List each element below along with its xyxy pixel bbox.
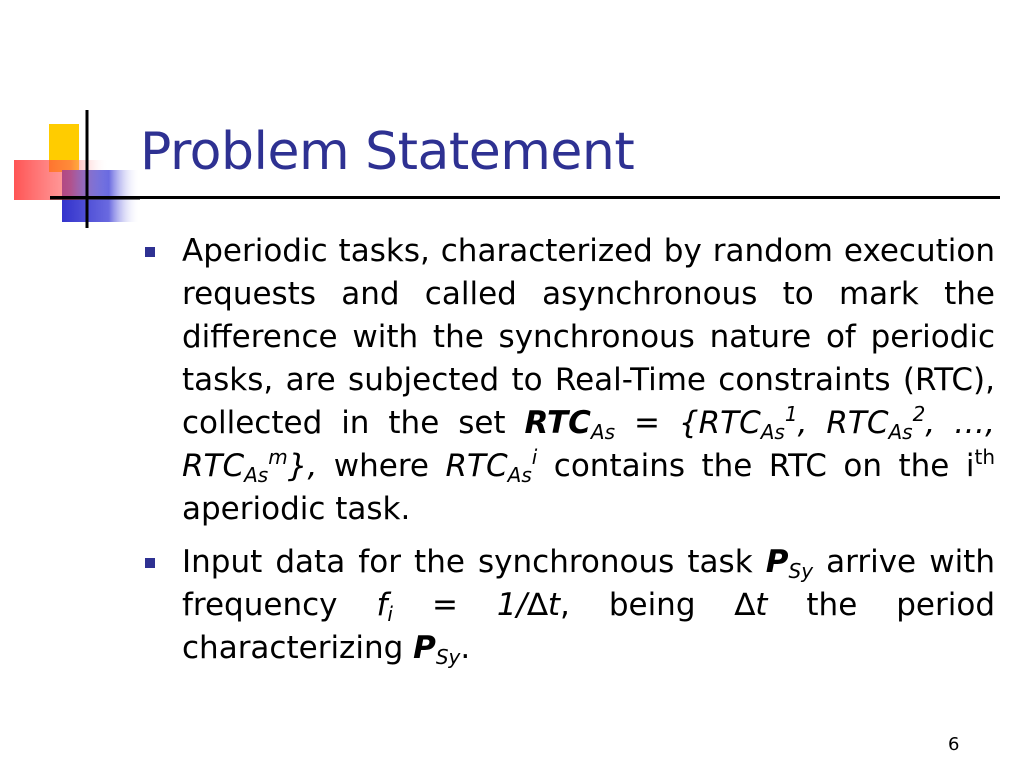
bullet-list — [145, 230, 995, 670]
where-clause: where $RTC_{As}^i$ contains the RTC on the $i^{th}$ — [333, 445, 996, 487]
bullet-text: Input data for the synchronous task $P_{Sy}$ arrive with frequency $f_i = 1/\Delta t$, being ∆t the period characterizing $P_{Sy}$. — [182, 544, 996, 669]
bullet-text: Aperiodic tasks, characterized by random execution requests and called asynchronous to mark the difference with the synchronous nature of periodic tasks, are subjected to Real-Time constraints (RTC), collected in the set — [182, 233, 995, 441]
title-divider — [50, 196, 1000, 199]
slide-decoration — [0, 0, 150, 240]
bullet-text-tail: aperiodic task. — [182, 491, 411, 527]
bullet-marker-icon — [145, 558, 155, 568]
bullet-item-input-data — [145, 541, 995, 670]
page-number: 6 — [948, 734, 960, 755]
bullet-marker-icon — [145, 247, 155, 257]
slide-title: Problem Statement — [140, 122, 635, 182]
rtc-set-expression: $RTC_{As} = \{RTC_{As}^1$, $RTC_{As}^2$, …, $RTC_{As}^m$}, — [182, 402, 995, 487]
bullet-item-aperiodic — [145, 230, 995, 531]
